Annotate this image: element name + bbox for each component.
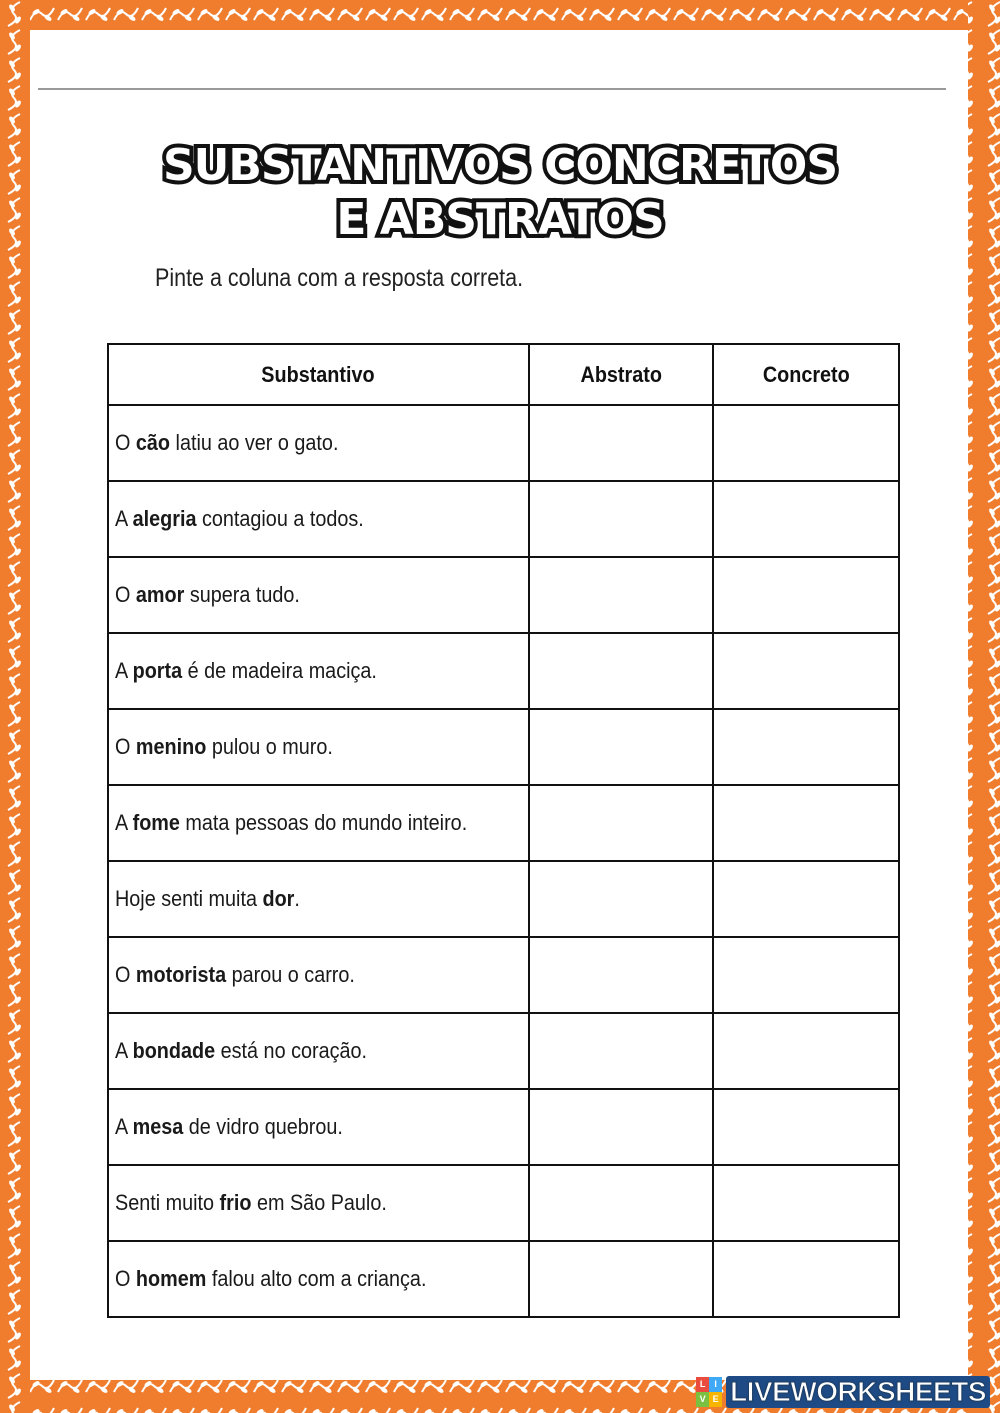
- sentence-cell: A fome mata pessoas do mundo inteiro.: [108, 785, 529, 861]
- sentence-cell: O menino pulou o muro.: [108, 709, 529, 785]
- abstrato-answer-cell[interactable]: [529, 785, 714, 861]
- sentence-cell: A mesa de vidro quebrou.: [108, 1089, 529, 1165]
- sentence-cell: A porta é de madeira maciça.: [108, 633, 529, 709]
- noun: homem: [135, 1266, 207, 1291]
- noun: porta: [132, 658, 183, 683]
- abstrato-answer-cell[interactable]: [529, 633, 714, 709]
- noun: dor: [262, 886, 295, 911]
- sentence-cell: O motorista parou o carro.: [108, 937, 529, 1013]
- noun: amor: [135, 582, 185, 607]
- title-line-1: SUBSTANTIVOS CONCRETOS: [162, 140, 838, 191]
- sentence-cell: Senti muito frio em São Paulo.: [108, 1165, 529, 1241]
- concreto-answer-cell[interactable]: [713, 481, 899, 557]
- table-row: [108, 633, 899, 709]
- table-row: [108, 1013, 899, 1089]
- table-row: [108, 557, 899, 633]
- abstrato-answer-cell[interactable]: [529, 937, 714, 1013]
- abstrato-answer-cell[interactable]: [529, 1241, 714, 1317]
- noun-classification-table: [107, 343, 900, 1318]
- concreto-answer-cell[interactable]: [713, 1013, 899, 1089]
- noun: bondade: [132, 1038, 216, 1063]
- table-row: [108, 861, 899, 937]
- concreto-answer-cell[interactable]: [713, 785, 899, 861]
- top-divider: [38, 88, 946, 90]
- concreto-answer-cell[interactable]: [713, 633, 899, 709]
- abstrato-answer-cell[interactable]: [529, 1013, 714, 1089]
- table-row: [108, 1089, 899, 1165]
- table-row: [108, 405, 899, 481]
- table-row: [108, 785, 899, 861]
- concreto-answer-cell[interactable]: [713, 405, 899, 481]
- abstrato-answer-cell[interactable]: [529, 481, 714, 557]
- concreto-answer-cell[interactable]: [713, 1165, 899, 1241]
- liveworksheets-logo: [696, 1374, 990, 1410]
- noun: fome: [132, 810, 180, 835]
- abstrato-answer-cell[interactable]: [529, 1089, 714, 1165]
- sentence-cell: O cão latiu ao ver o gato.: [108, 405, 529, 481]
- concreto-answer-cell[interactable]: [713, 557, 899, 633]
- noun: motorista: [135, 962, 227, 987]
- noun: frio: [219, 1190, 252, 1215]
- table-row: [108, 1241, 899, 1317]
- abstrato-answer-cell[interactable]: [529, 557, 714, 633]
- concreto-answer-cell[interactable]: [713, 937, 899, 1013]
- abstrato-answer-cell[interactable]: [529, 861, 714, 937]
- title-line-2: E ABSTRATOS: [336, 194, 664, 245]
- concreto-answer-cell[interactable]: [713, 1089, 899, 1165]
- noun: cão: [135, 430, 171, 455]
- instruction-text: Pinte a coluna com a resposta correta.: [155, 264, 524, 292]
- abstrato-answer-cell[interactable]: [529, 709, 714, 785]
- table-row: [108, 709, 899, 785]
- header-concreto: Concreto: [713, 344, 899, 405]
- table-row: [108, 481, 899, 557]
- brand-name: LIVEWORKSHEETS: [726, 1376, 990, 1408]
- sentence-cell: O homem falou alto com a criança.: [108, 1241, 529, 1317]
- concreto-answer-cell[interactable]: [713, 709, 899, 785]
- noun: alegria: [132, 506, 197, 531]
- concreto-answer-cell[interactable]: [713, 861, 899, 937]
- table-header-row: [108, 344, 899, 405]
- noun: mesa: [132, 1114, 184, 1139]
- sentence-cell: A bondade está no coração.: [108, 1013, 529, 1089]
- table-row: [108, 937, 899, 1013]
- sentence-cell: Hoje senti muita dor.: [108, 861, 529, 937]
- concreto-answer-cell[interactable]: [713, 1241, 899, 1317]
- abstrato-answer-cell[interactable]: [529, 405, 714, 481]
- sentence-cell: A alegria contagiou a todos.: [108, 481, 529, 557]
- table-row: [108, 1165, 899, 1241]
- noun: menino: [135, 734, 207, 759]
- sentence-cell: O amor supera tudo.: [108, 557, 529, 633]
- header-abstrato: Abstrato: [529, 344, 714, 405]
- live-badge-icon: L I V E: [696, 1377, 722, 1407]
- header-substantivo: Substantivo: [108, 344, 529, 405]
- abstrato-answer-cell[interactable]: [529, 1165, 714, 1241]
